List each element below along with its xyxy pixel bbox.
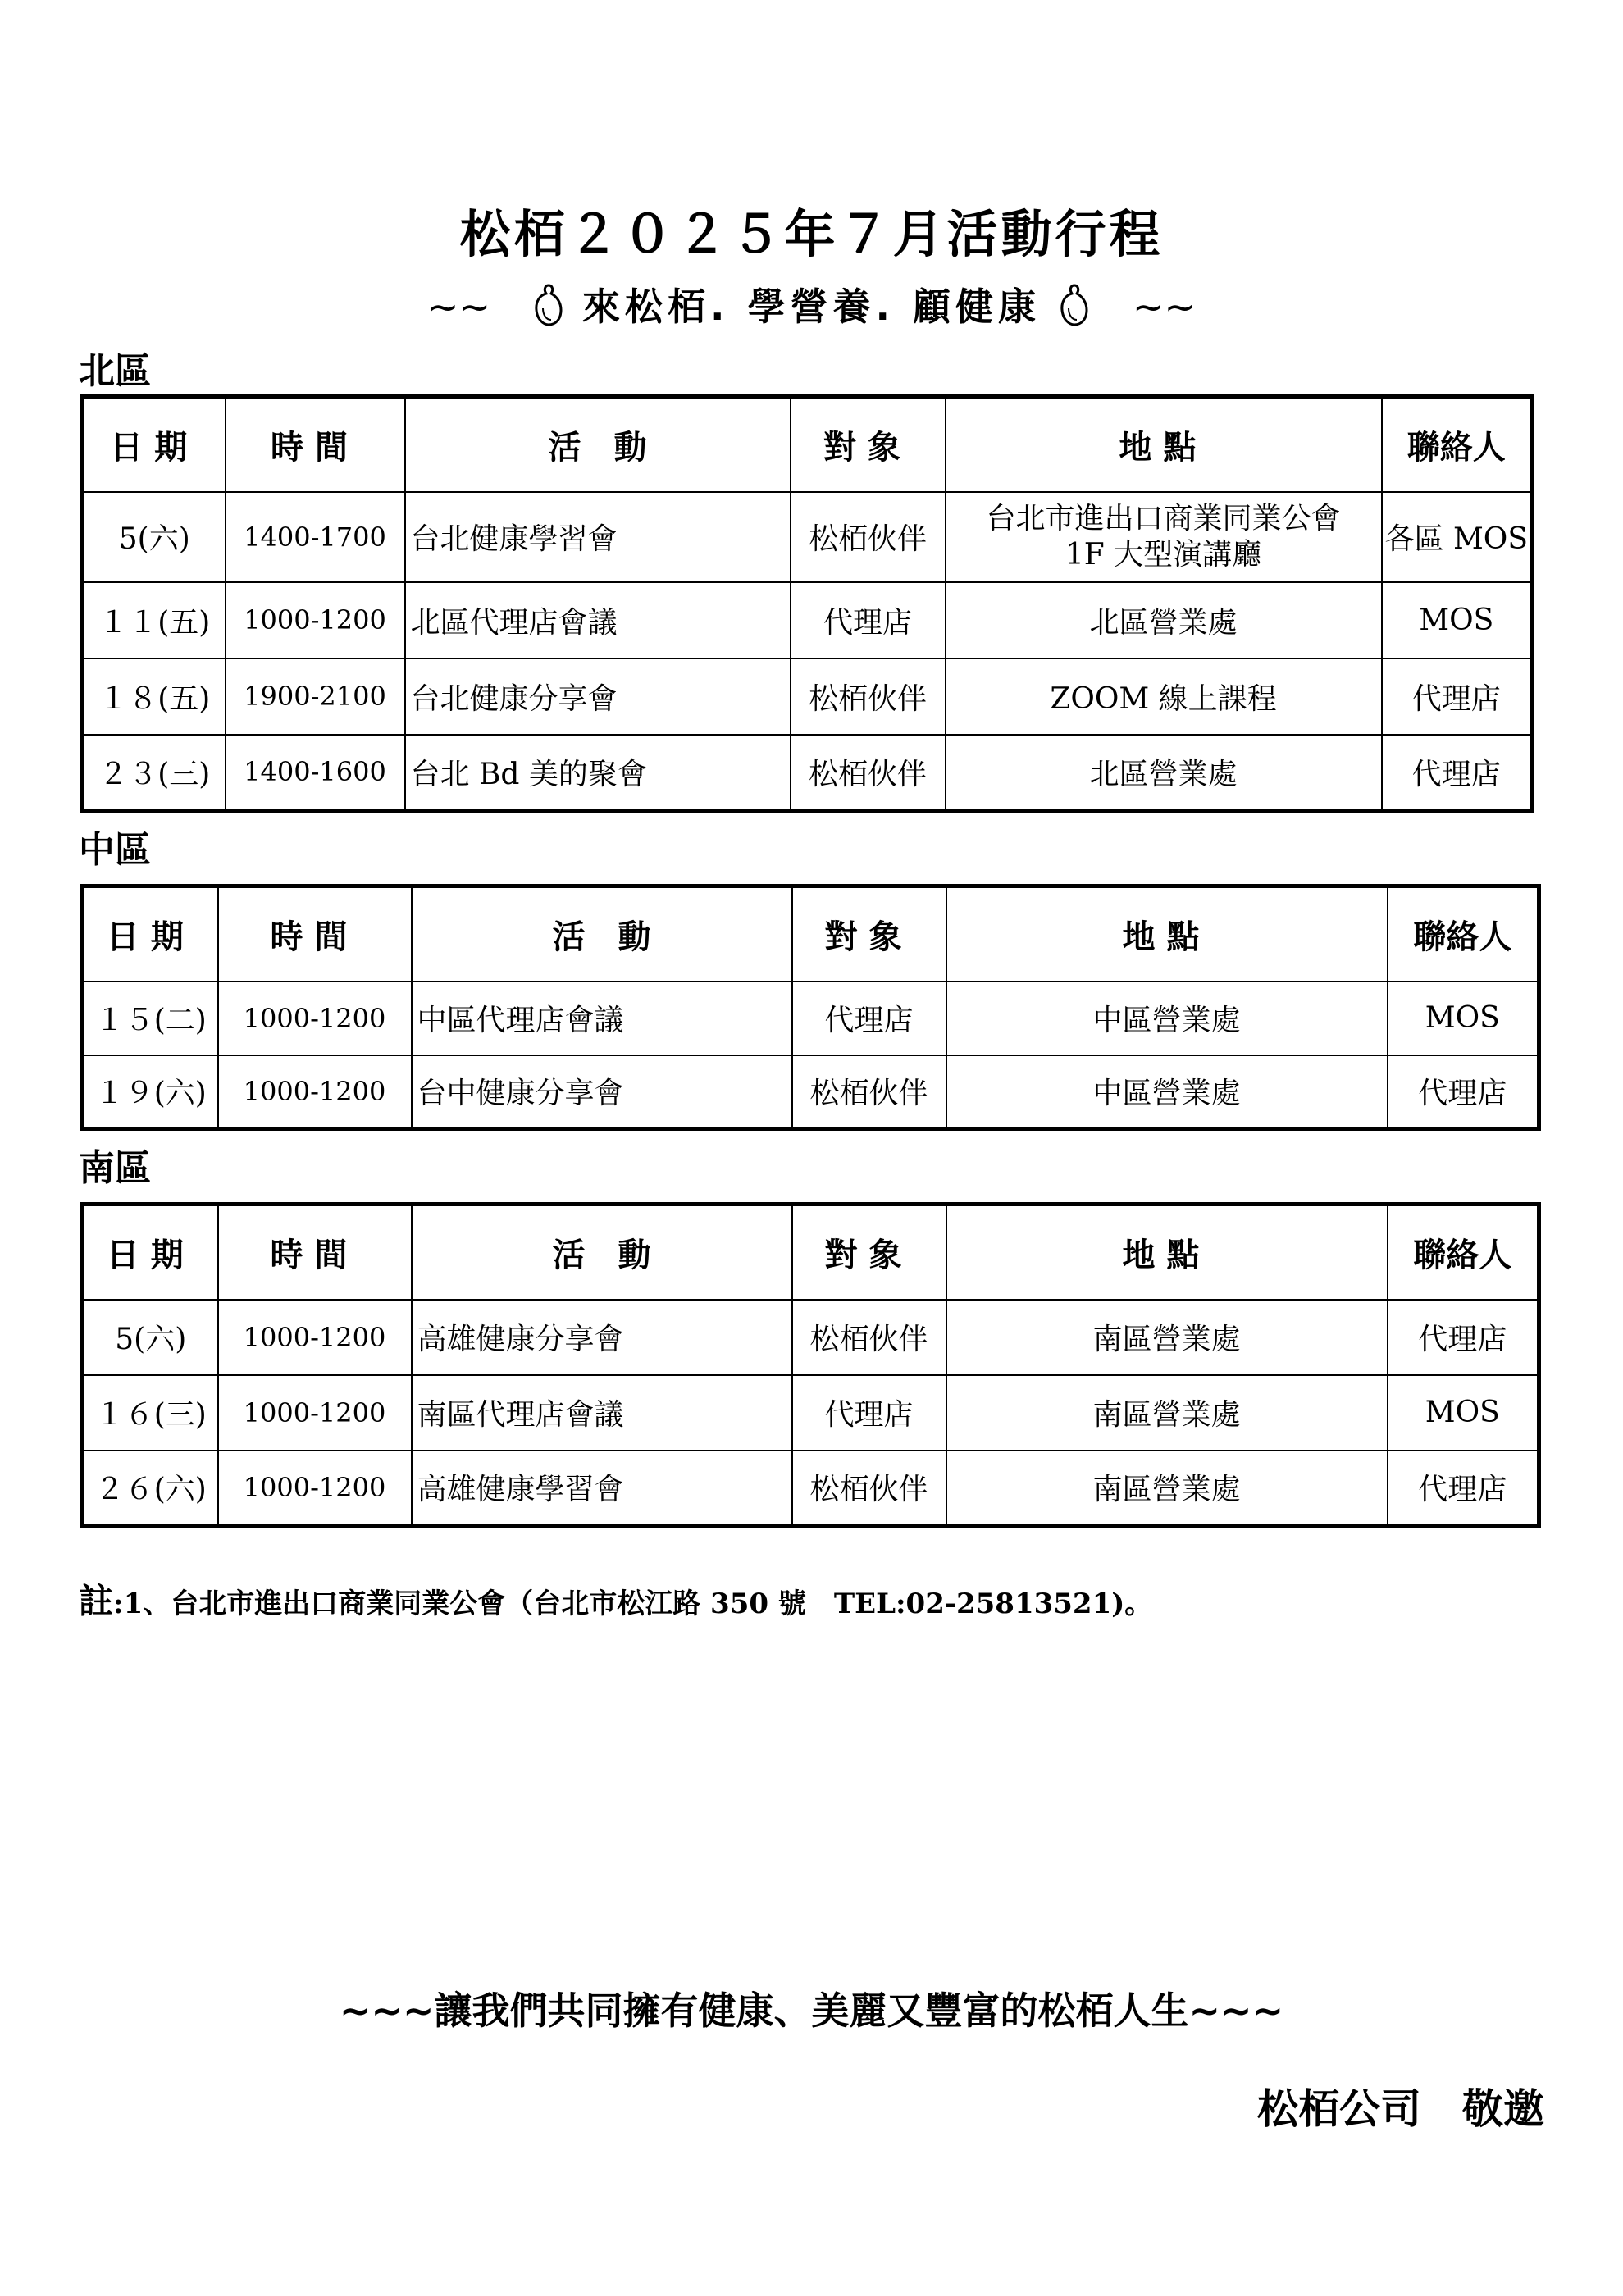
time-cell: 1000-1200 <box>218 1375 412 1451</box>
table-row <box>83 1451 1539 1526</box>
header-date: 日期 <box>83 886 218 982</box>
date-cell: 5(六) <box>83 1300 218 1375</box>
contact-cell: MOS <box>1388 982 1539 1055</box>
activity-cell: 台北健康分享會 <box>405 658 791 735</box>
activity-cell: 中區代理店會議 <box>412 982 792 1055</box>
header-time: 時間 <box>218 1205 412 1300</box>
subtitle <box>0 277 1623 331</box>
gourd-icon <box>533 284 564 326</box>
activity-cell: 北區代理店會議 <box>405 582 791 658</box>
footnote-text: :1、台北市進出口商業同業公會（台北市松江路 350 號 TEL:02-25813521)。 <box>113 1588 1153 1620</box>
contact-cell: 代理店 <box>1388 1055 1539 1129</box>
target-cell: 松栢伙伴 <box>792 1055 946 1129</box>
header-contact: 聯絡人 <box>1382 397 1533 492</box>
south-schedule-table <box>80 1202 1541 1528</box>
header-location: 地點 <box>946 886 1388 982</box>
date-cell: １８(五) <box>83 658 226 735</box>
target-cell: 代理店 <box>792 982 946 1055</box>
footnote <box>79 1574 1152 1624</box>
activity-cell: 南區代理店會議 <box>412 1375 792 1451</box>
time-cell: 1000-1200 <box>218 1300 412 1375</box>
table-row <box>83 1300 1539 1375</box>
time-cell: 1000-1200 <box>226 582 405 658</box>
location-cell: 中區營業處 <box>946 1055 1388 1129</box>
signature: 松栢公司 敬邀 <box>1257 2085 1544 2133</box>
date-cell: １９(六) <box>83 1055 218 1129</box>
table-row <box>83 492 1533 582</box>
target-cell: 松栢伙伴 <box>792 1451 946 1526</box>
closing-slogan: ~~~讓我們共同擁有健康、美麗又豐富的松栢人生~~~ <box>339 1988 1284 2033</box>
time-cell: 1900-2100 <box>226 658 405 735</box>
header-target: 對象 <box>791 397 946 492</box>
contact-cell: 各區 MOS <box>1382 492 1533 582</box>
date-cell: １６(三) <box>83 1375 218 1451</box>
table-header-row <box>83 886 1539 982</box>
time-cell: 1400-1600 <box>226 735 405 811</box>
contact-cell: MOS <box>1382 582 1533 658</box>
location-cell <box>946 492 1382 582</box>
gourd-icon <box>1059 284 1090 326</box>
north-schedule-table <box>80 394 1534 813</box>
contact-cell: MOS <box>1388 1375 1539 1451</box>
region-heading: 中區 <box>79 829 151 871</box>
table-header-row <box>83 397 1533 492</box>
region-heading: 南區 <box>79 1147 151 1189</box>
activity-cell: 台中健康分享會 <box>412 1055 792 1129</box>
location-cell: 南區營業處 <box>946 1451 1388 1526</box>
subtitle-text: 來松栢. 學營養. 顧健康 <box>582 285 1041 329</box>
header-activity: 活 動 <box>412 886 792 982</box>
date-cell: １５(二) <box>83 982 218 1055</box>
contact-cell: 代理店 <box>1388 1451 1539 1526</box>
table-row <box>83 658 1533 735</box>
contact-cell: 代理店 <box>1388 1300 1539 1375</box>
page-title: 松栢２０２５年７月活動行程 <box>459 204 1164 264</box>
table-row <box>83 982 1539 1055</box>
target-cell: 代理店 <box>791 582 946 658</box>
time-cell: 1000-1200 <box>218 982 412 1055</box>
header-location: 地點 <box>946 1205 1388 1300</box>
activity-cell: 高雄健康分享會 <box>412 1300 792 1375</box>
contact-cell: 代理店 <box>1382 658 1533 735</box>
activity-cell: 高雄健康學習會 <box>412 1451 792 1526</box>
target-cell: 代理店 <box>792 1375 946 1451</box>
header-location: 地點 <box>946 397 1382 492</box>
location-cell: 北區營業處 <box>946 735 1382 811</box>
location-line: 1F 大型演講廳 <box>1065 537 1262 572</box>
table-row <box>83 1055 1539 1129</box>
table-row <box>83 582 1533 658</box>
date-cell: 5(六) <box>83 492 226 582</box>
time-cell: 1000-1200 <box>218 1055 412 1129</box>
location-cell: 北區營業處 <box>946 582 1382 658</box>
time-cell: 1000-1200 <box>218 1451 412 1526</box>
header-time: 時間 <box>226 397 405 492</box>
activity-cell: 台北 Bd 美的聚會 <box>405 735 791 811</box>
table-header-row <box>83 1205 1539 1300</box>
region-heading: 北區 <box>79 350 151 392</box>
location-cell: 南區營業處 <box>946 1300 1388 1375</box>
header-date: 日期 <box>83 397 226 492</box>
header-target: 對象 <box>792 1205 946 1300</box>
contact-cell: 代理店 <box>1382 735 1533 811</box>
location-cell: 中區營業處 <box>946 982 1388 1055</box>
subtitle-tilde-left: ~~ <box>426 285 490 329</box>
time-cell: 1400-1700 <box>226 492 405 582</box>
target-cell: 松栢伙伴 <box>792 1300 946 1375</box>
header-activity: 活 動 <box>412 1205 792 1300</box>
activity-cell: 台北健康學習會 <box>405 492 791 582</box>
footnote-lead: 註 <box>79 1581 114 1621</box>
date-cell: ２６(六) <box>83 1451 218 1526</box>
table-row <box>83 735 1533 811</box>
header-contact: 聯絡人 <box>1388 1205 1539 1300</box>
header-contact: 聯絡人 <box>1388 886 1539 982</box>
date-cell: ２３(三) <box>83 735 226 811</box>
header-time: 時間 <box>218 886 412 982</box>
location-line: 台北市進出口商業同業公會 <box>986 501 1341 535</box>
header-date: 日期 <box>83 1205 218 1300</box>
header-activity: 活 動 <box>405 397 791 492</box>
target-cell: 松栢伙伴 <box>791 735 946 811</box>
location-cell: ZOOM 線上課程 <box>946 658 1382 735</box>
target-cell: 松栢伙伴 <box>791 658 946 735</box>
subtitle-tilde-right: ~~ <box>1132 285 1197 329</box>
location-cell: 南區營業處 <box>946 1375 1388 1451</box>
header-target: 對象 <box>792 886 946 982</box>
central-schedule-table <box>80 884 1541 1131</box>
table-row <box>83 1375 1539 1451</box>
target-cell: 松栢伙伴 <box>791 492 946 582</box>
date-cell: １１(五) <box>83 582 226 658</box>
